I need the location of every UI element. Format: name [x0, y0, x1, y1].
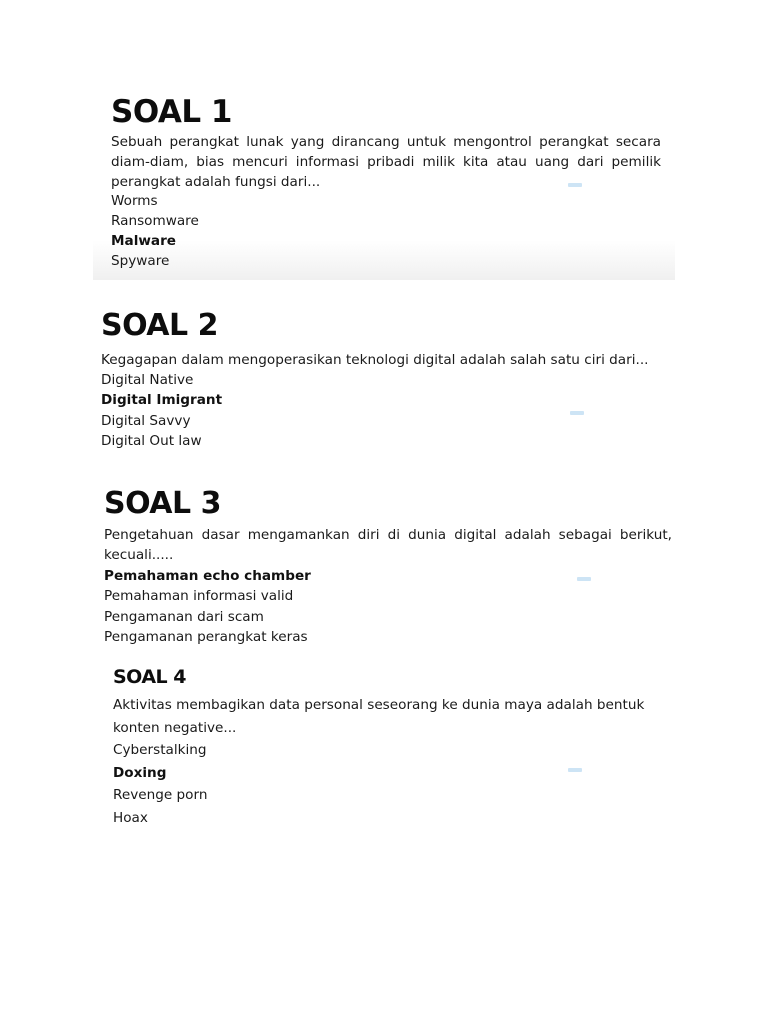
- question-block-4: [113, 662, 673, 832]
- option-correct: Digital Imigrant: [101, 392, 223, 409]
- question-title: SOAL 3: [104, 486, 221, 521]
- answer-marker: [570, 411, 584, 415]
- option: Pengamanan dari scam: [104, 608, 264, 625]
- option: Digital Out law: [101, 432, 202, 449]
- question-block-3: [104, 484, 674, 652]
- question-block-1: [93, 82, 675, 280]
- option: Digital Native: [101, 372, 194, 388]
- option: Pengamanan perangkat keras: [104, 628, 308, 645]
- option-correct: Pemahaman echo chamber: [104, 568, 311, 584]
- option: Pemahaman informasi valid: [104, 588, 294, 605]
- option: Ransomware: [111, 213, 199, 229]
- question-title: SOAL 2: [101, 308, 218, 343]
- option-list: [113, 739, 207, 829]
- question-title: SOAL 4: [113, 666, 186, 688]
- question-text: Pengetahuan dasar mengamankan diri di dunia digital adalah sebagai berikut, kecuali.....: [104, 527, 672, 563]
- option-list: [101, 370, 222, 451]
- question-text: Kegagapan dalam mengoperasikan teknologi digital adalah salah satu ciri dari...: [101, 352, 649, 368]
- option: Cyberstalking: [113, 742, 207, 758]
- question-title: SOAL 1: [111, 94, 232, 130]
- option: Hoax: [113, 809, 148, 826]
- question-text: Sebuah perangkat lunak yang dirancang untuk mengontrol perangkat secara diam-diam, bias mencuri informasi pribadi milik kita atau uang dari pemilik perangkat adalah fungsi dari...: [111, 134, 661, 190]
- answer-marker: [577, 577, 591, 581]
- answer-marker: [568, 183, 582, 187]
- option: Digital Savvy: [101, 412, 191, 429]
- option-list: [104, 566, 311, 647]
- option: Spyware: [111, 253, 170, 269]
- option-correct: Malware: [111, 233, 177, 249]
- question-block-2: [101, 306, 681, 456]
- option: Worms: [111, 193, 158, 209]
- option-list: [111, 191, 199, 271]
- option-correct: Doxing: [113, 764, 167, 781]
- answer-marker: [568, 768, 582, 772]
- question-text: Aktivitas membagikan data personal seseorang ke dunia maya adalah bentuk konten negative...: [113, 697, 645, 736]
- option: Revenge porn: [113, 787, 208, 804]
